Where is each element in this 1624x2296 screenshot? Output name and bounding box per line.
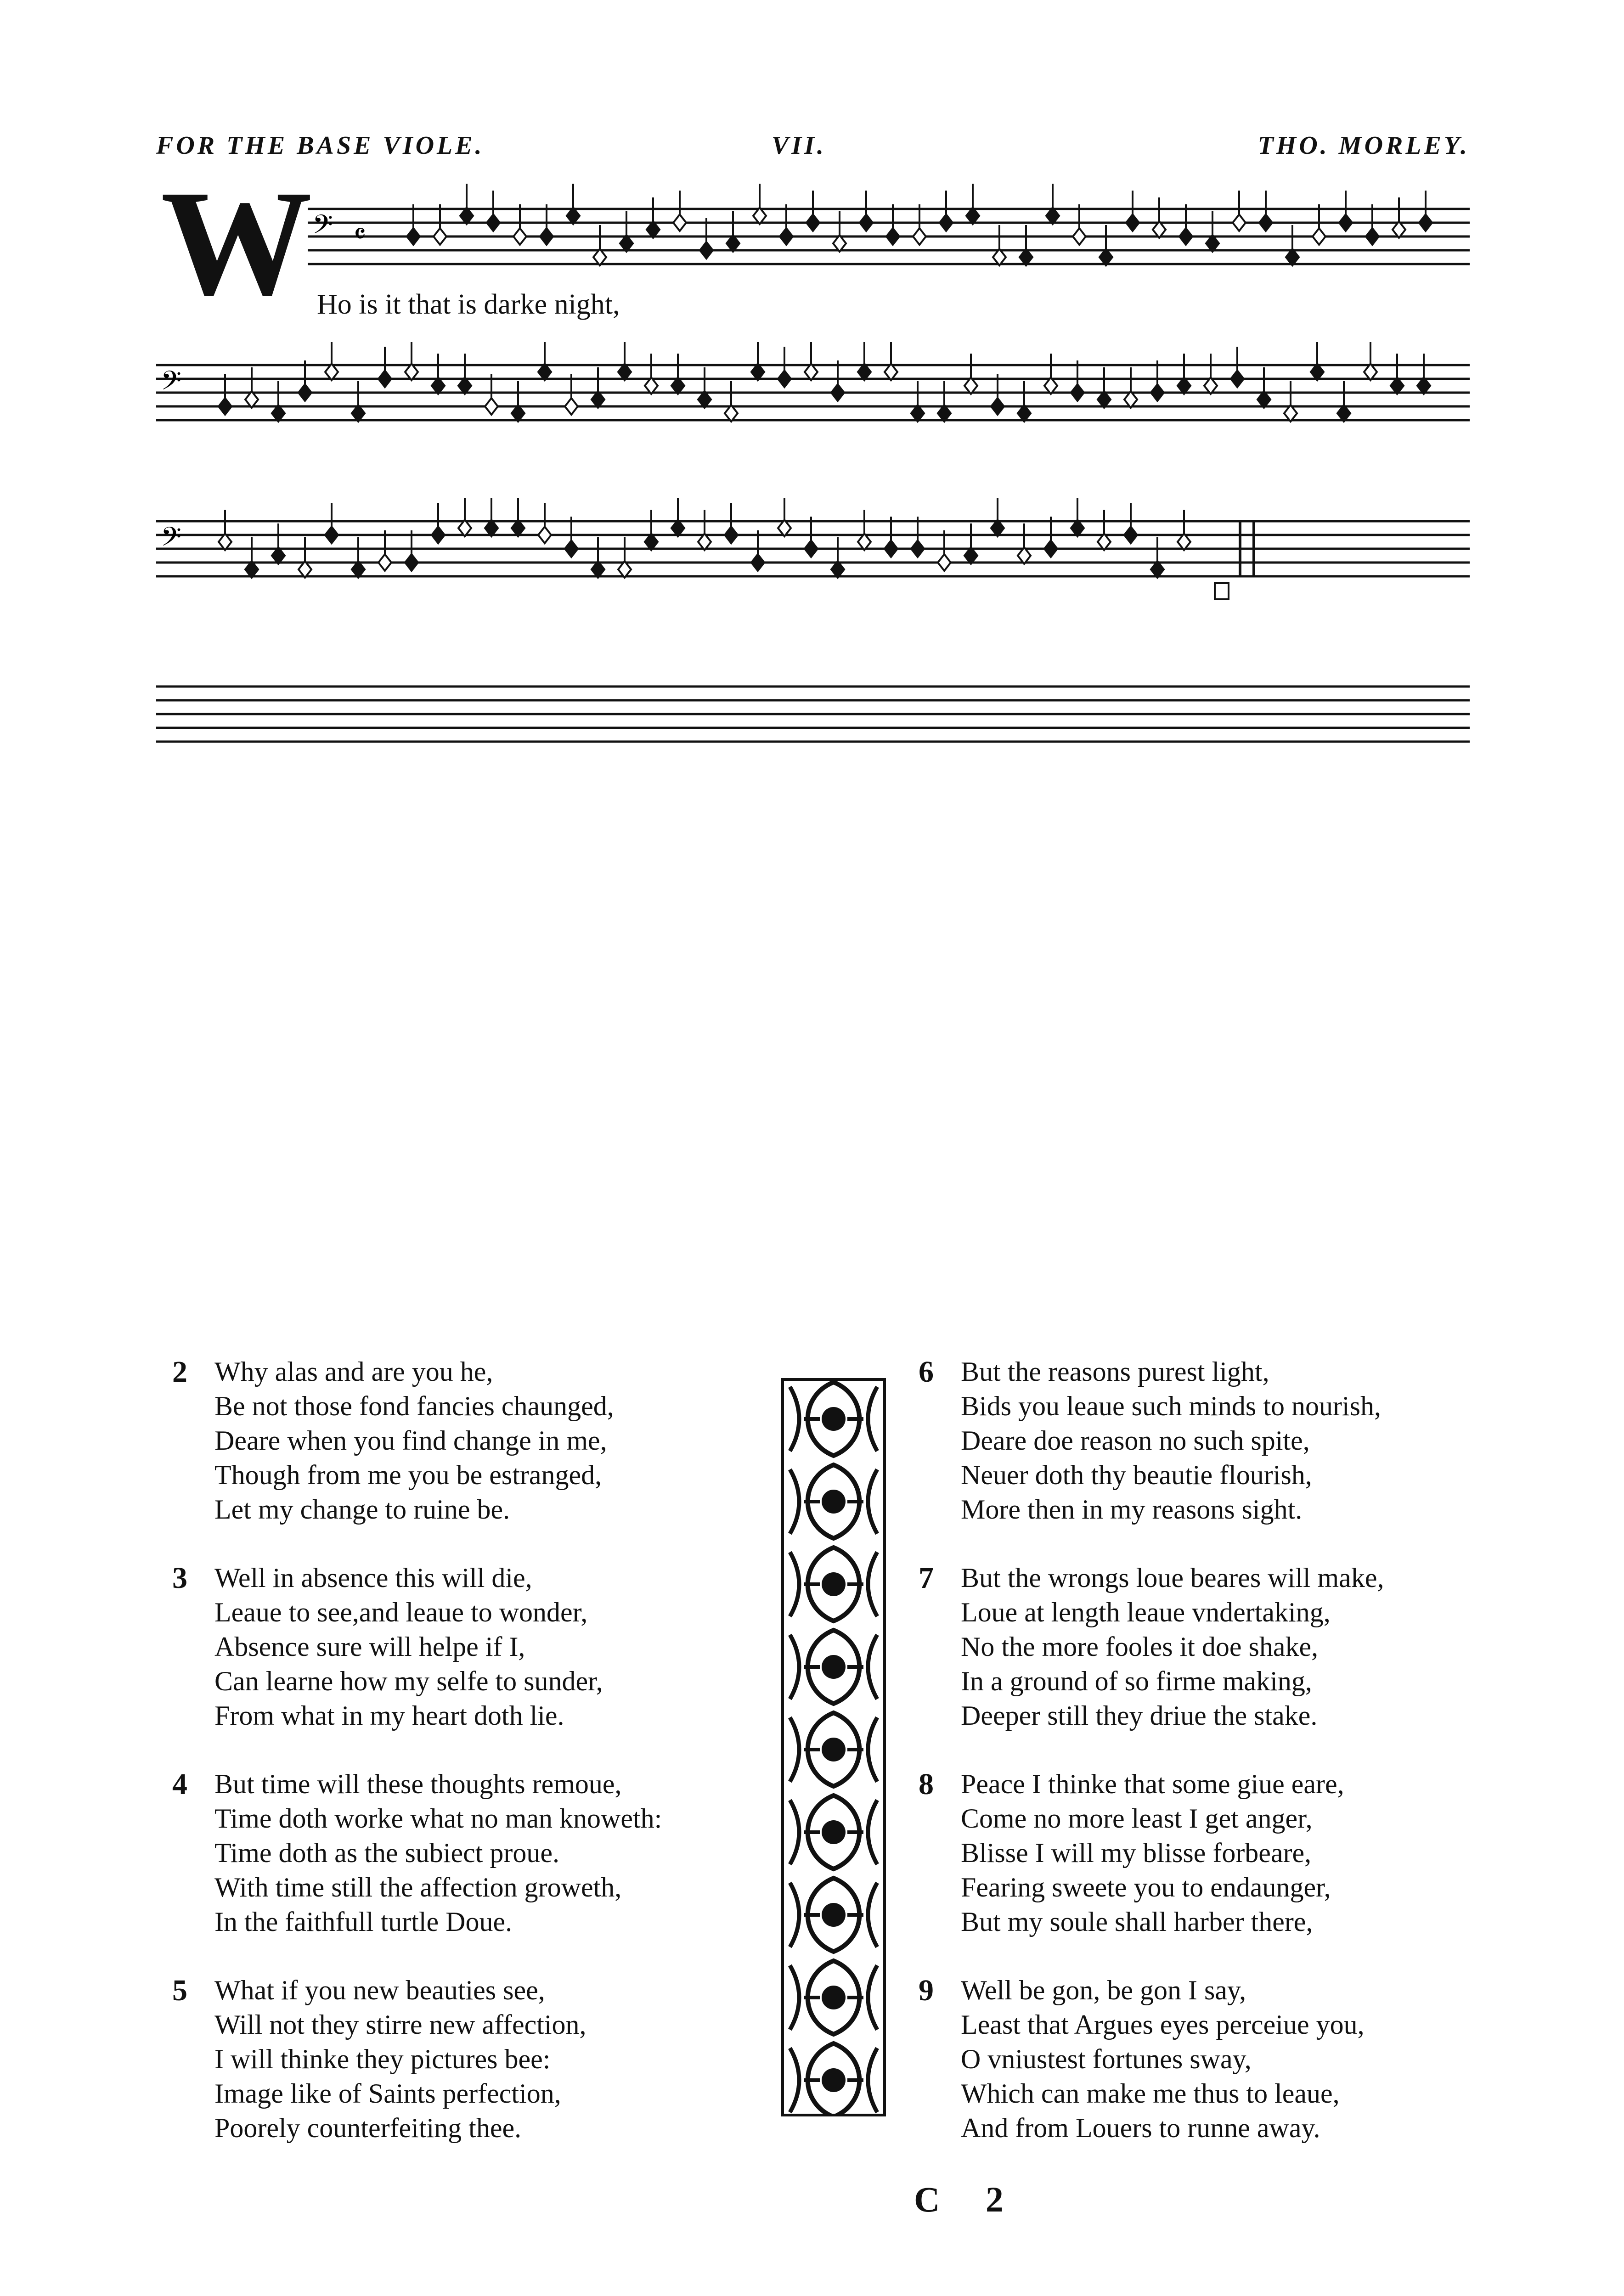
verse-line: Time doth as the subiect proue. [214,1838,560,1868]
note-icon [1126,214,1139,231]
note-icon [325,527,338,543]
stanza-6 [919,1355,1534,1527]
note-icon [565,540,578,557]
note-icon [432,527,445,543]
note-icon [485,398,498,415]
note-icon [1124,527,1137,543]
note-icon [913,228,926,245]
note-icon [538,527,551,543]
verse-line: Least that Argues eyes perceiue you, [961,2009,1365,2040]
note-icon [299,384,311,401]
note-icon [1071,384,1084,401]
stanza-4 [172,1767,788,1939]
verse-line: Which can make me thus to leaue, [961,2078,1340,2109]
stanza-8 [919,1767,1534,1939]
verse-line: Deare when you find change in me, [214,1425,607,1456]
note-icon [565,398,578,415]
note-icon [405,554,418,571]
ornamental-border-icon [781,1378,886,2117]
note-icon [1073,228,1086,245]
verse-line: In a ground of so firme making, [961,1666,1312,1696]
stanza-lines [214,1355,788,1527]
note-icon [805,540,818,557]
note-icon [860,214,873,231]
music-staff-2 [156,342,1470,448]
stanza-number: 9 [919,1974,934,2007]
verse-line: Will not they stirre new affection, [214,2009,586,2040]
stanza-number: 6 [919,1355,934,1389]
verse-line: Deare doe reason no such spite, [961,1425,1310,1456]
verse-line: From what in my heart doth lie. [214,1700,564,1731]
note-icon [434,228,446,245]
staff-2-notation [156,342,1470,448]
note-icon [886,228,899,245]
music-staff-1 [156,181,1470,287]
note-icon [806,214,819,231]
stanza-number: 8 [919,1767,934,1801]
stanza-number: 3 [172,1561,187,1595]
bass-clef-icon: 𝄢 [161,365,182,403]
verse-line: No the more fooles it doe shake, [961,1632,1319,1662]
signature-mark: C 2 [914,2179,1022,2219]
music-staff-3 [156,498,1470,618]
verse-line: Can learne how my selfe to sunder, [214,1666,603,1696]
stanza-lines [961,1973,1534,2145]
note-icon [673,214,686,231]
stanza-lines [214,1767,788,1939]
bass-clef-icon: 𝄢 [312,209,333,247]
verse-line: Be not those fond fancies chaunged, [214,1391,614,1421]
staff-1-notation [156,181,1470,287]
verse-line: In the faithfull turtle Doue. [214,1907,513,1937]
stanza-lines [961,1561,1534,1733]
stanza-9 [919,1973,1534,2145]
note-icon [1313,228,1325,245]
note-icon [407,228,420,245]
note-icon [1419,214,1432,231]
note-icon [1366,228,1379,245]
verse-line: More then in my reasons sight. [961,1494,1303,1525]
bass-clef-icon: 𝄢 [161,521,182,559]
note-icon [378,371,391,387]
note-icon [378,554,391,571]
verse-line: Peace I thinke that some giue eare, [961,1769,1344,1799]
note-icon [1044,540,1057,557]
note-icon [991,398,1004,415]
note-icon [487,214,500,231]
note-icon [219,398,231,415]
stanza-number: 4 [172,1767,187,1801]
common-time-icon: 𝄴 [354,218,366,250]
verse-line: Bids you leaue such minds to nourish, [961,1391,1381,1421]
note-icon [780,228,793,245]
note-icon [940,214,953,231]
note-icon [513,228,526,245]
running-head-composer: THO. MORLEY. [1257,131,1470,160]
note-icon [1231,371,1244,387]
stanza-5 [172,1973,788,2145]
verse-line: Fearing sweete you to endaunger, [961,1872,1331,1902]
note-icon [700,242,713,259]
staff-4-lines [156,677,1470,769]
note-icon [1259,214,1272,231]
verse-line: Blisse I will my blisse forbeare, [961,1838,1312,1868]
staff-3-notation [156,498,1470,618]
verse-line: Poorely counterfeiting thee. [214,2113,522,2143]
stanza-lines [214,1561,788,1733]
running-head-number: VII. [772,131,826,160]
stanza-number: 5 [172,1974,187,2007]
stanza-2 [172,1355,788,1527]
note-icon [725,527,738,543]
verse-line: But time will these thoughts remoue, [214,1769,622,1799]
verse-line: Well in absence this will die, [214,1563,532,1593]
verse-line: With time still the affection groweth, [214,1872,622,1902]
note-icon [1339,214,1352,231]
verse-line: What if you new beauties see, [214,1975,545,2005]
note-icon [1151,384,1164,401]
verse-line: Absence sure will helpe if I, [214,1632,525,1662]
verse-line: Well be gon, be gon I say, [961,1975,1246,2005]
note-icon [831,384,844,401]
stanza-number: 7 [919,1561,934,1595]
first-lyric: Ho is it that is darke night, [317,289,620,320]
stanza-lines [214,1973,788,2145]
verse-line: Deeper still they driue the stake. [961,1700,1318,1731]
verse-line: But my soule shall harber there, [961,1907,1313,1937]
verses-left-column [172,1355,788,2179]
verse-line: And from Louers to runne away. [961,2113,1320,2143]
verse-line: O vniustest fortunes sway, [961,2044,1252,2074]
note-icon [1179,228,1192,245]
verse-line: Leaue to see,and leaue to wonder, [214,1597,588,1627]
verse-line: Though from me you be estranged, [214,1460,602,1490]
note-icon [885,540,897,557]
stanza-7 [919,1561,1534,1733]
drop-cap: W [161,159,312,327]
note-icon [778,371,791,387]
stanza-number: 2 [172,1355,187,1389]
note-icon [751,554,764,571]
verses-right-column [919,1355,1534,2179]
verse-line: Let my change to ruine be. [214,1494,510,1525]
stanza-lines [961,1767,1534,1939]
verse-line: Time doth worke what no man knoweth: [214,1803,662,1834]
running-head [156,131,1470,172]
note-icon [911,540,924,557]
music-staff-4-empty [156,677,1470,769]
verse-line: Image like of Saints perfection, [214,2078,561,2109]
verse-line: But the reasons purest light, [961,1356,1269,1387]
note-icon [540,228,553,245]
running-head-title: FOR THE BASE VIOLE. [156,131,485,160]
verse-line: But the wrongs loue beares will make, [961,1563,1384,1593]
verse-line: Come no more least I get anger, [961,1803,1313,1834]
verse-line: Why alas and are you he, [214,1356,493,1387]
verse-line: I will thinke they pictures bee: [214,2044,551,2074]
final-barline-icon [1215,521,1254,599]
verse-line: Neuer doth thy beautie flourish, [961,1460,1312,1490]
stanza-3 [172,1561,788,1733]
verse-line: Loue at length leaue vndertaking, [961,1597,1331,1627]
note-icon [1233,214,1246,231]
note-icon [938,554,951,571]
stanza-lines [961,1355,1534,1527]
